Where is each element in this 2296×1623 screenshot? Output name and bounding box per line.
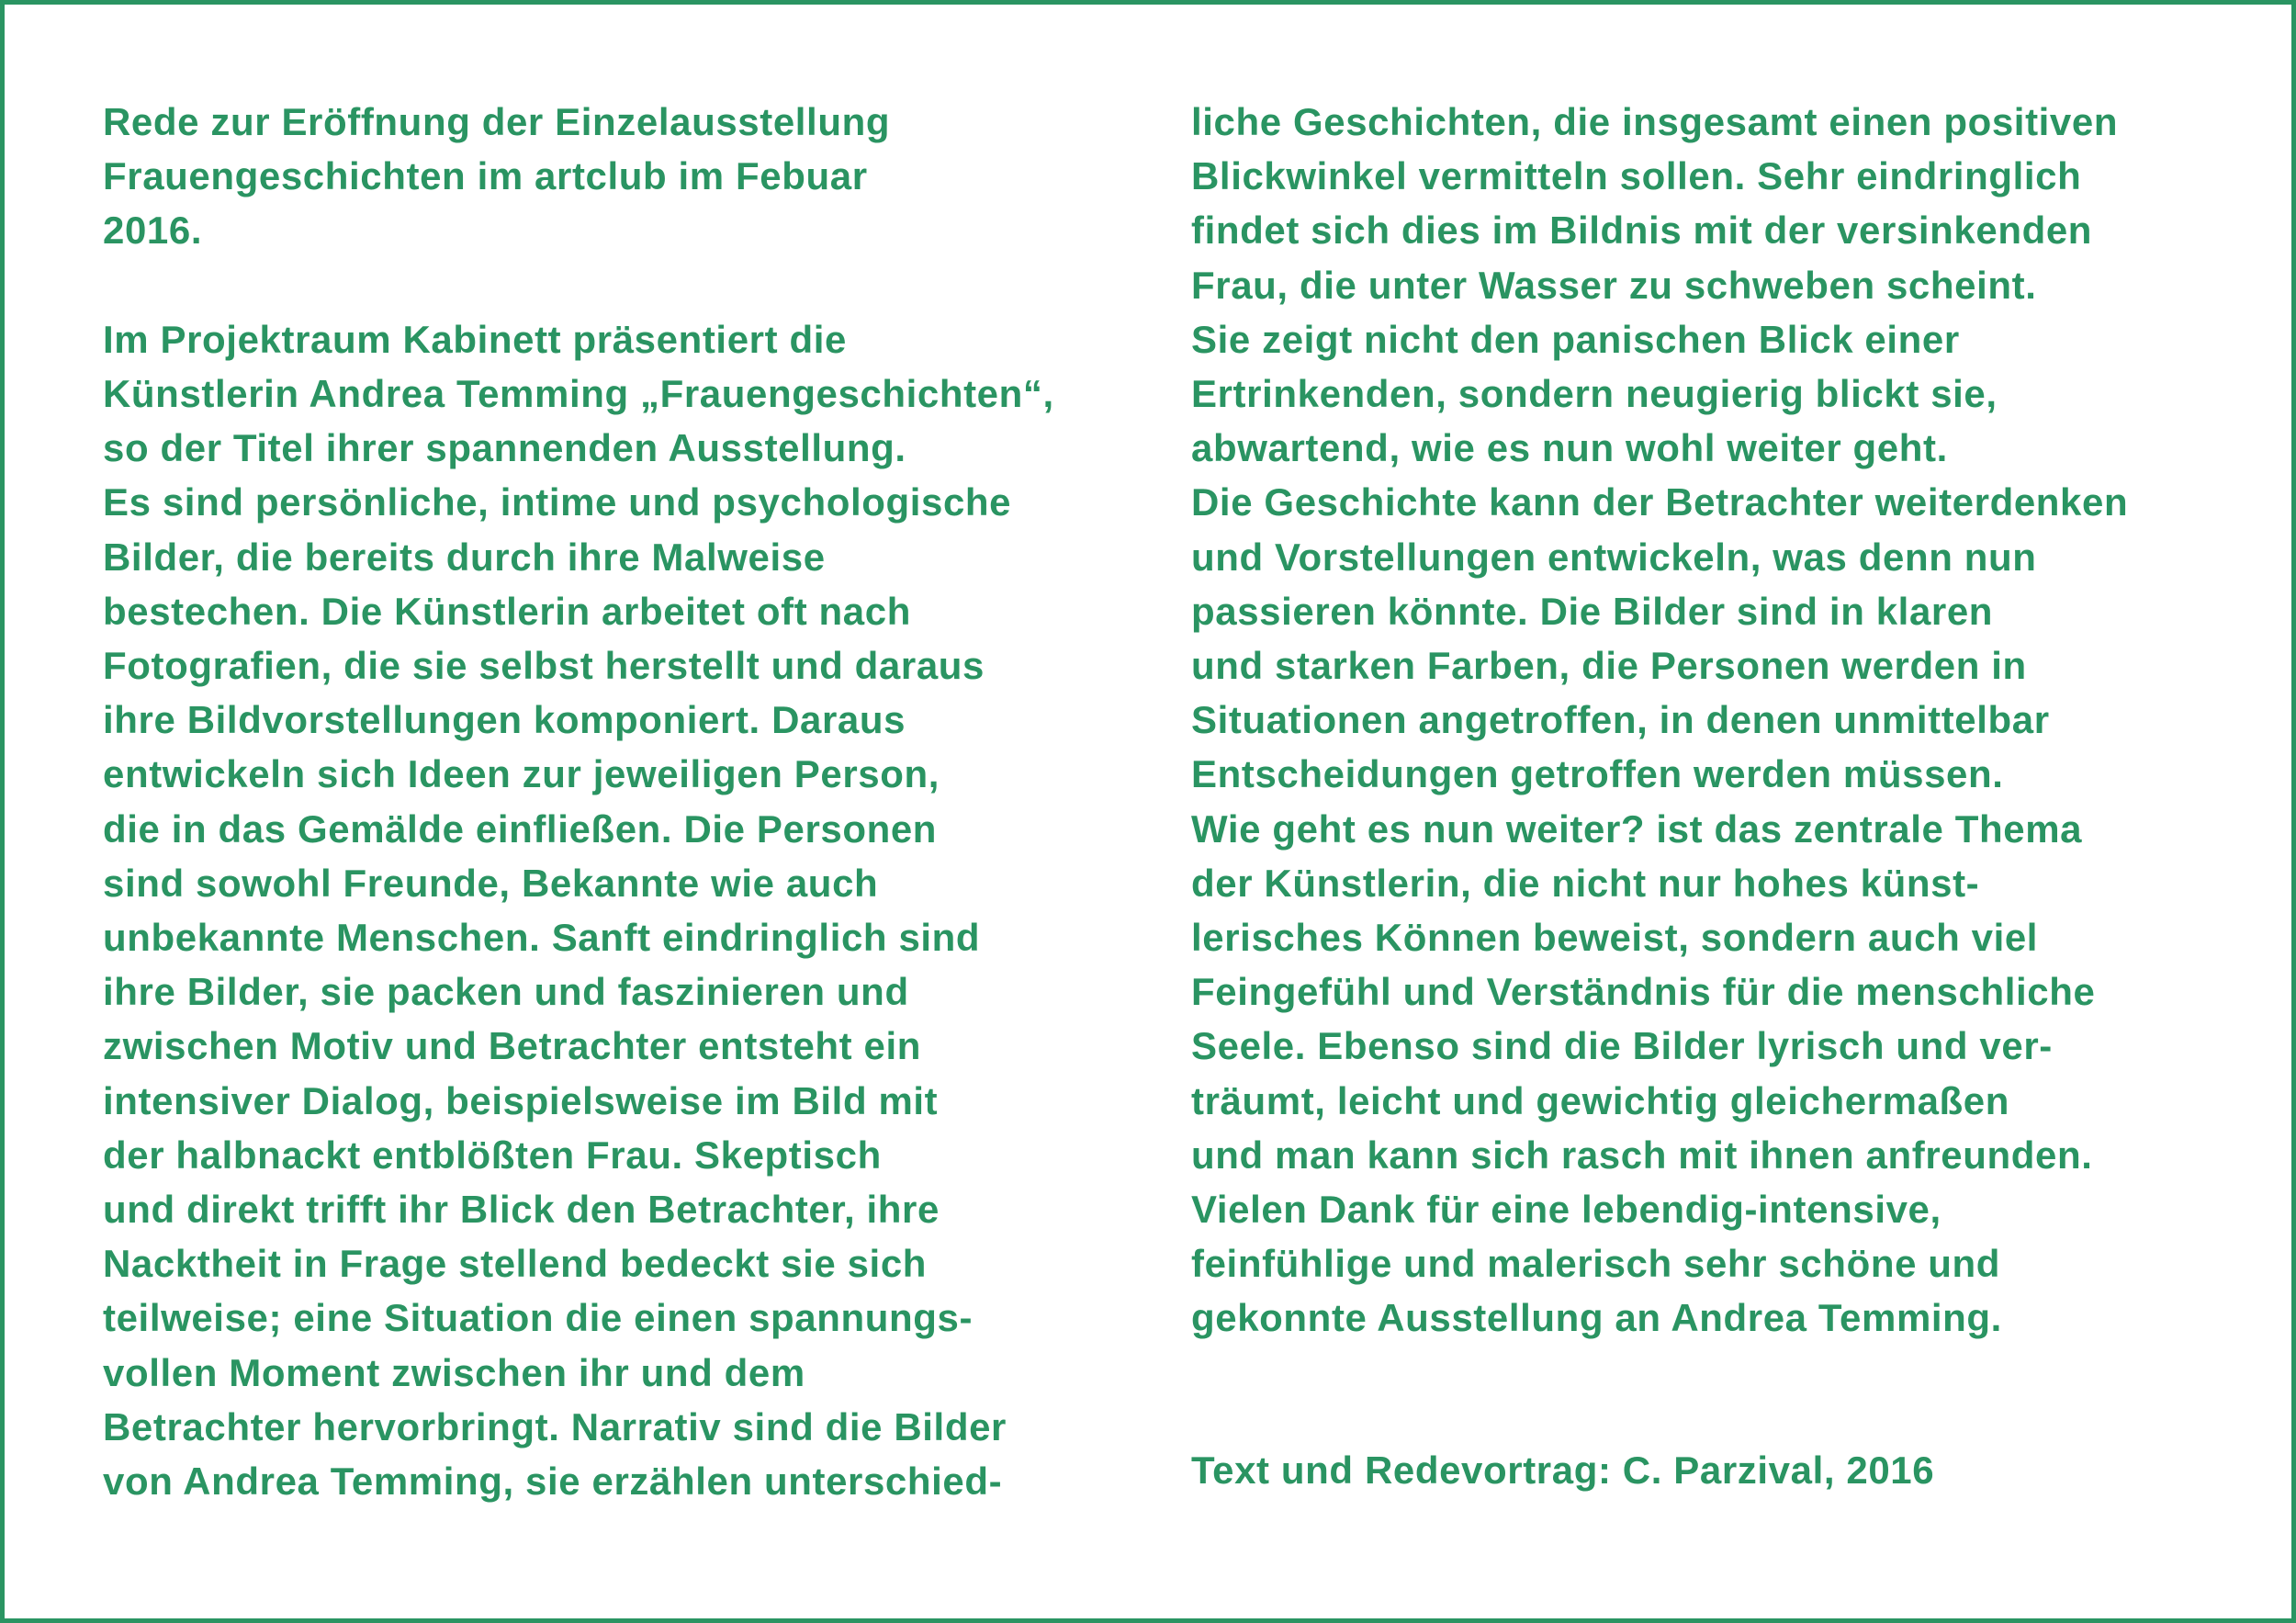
body-line: der halbnackt entblößten Frau. Skeptisch (103, 1133, 882, 1177)
body-line: liche Geschichten, die insgesamt einen positiven (1191, 100, 2119, 143)
body-line: gekonnte Ausstellung an Andrea Temming. (1191, 1296, 2002, 1340)
left-column (103, 95, 1150, 1508)
body-line: lerisches Können beweist, sondern auch viel (1191, 916, 2039, 960)
left-body-text (103, 312, 1150, 1508)
body-line: Betrachter hervorbringt. Narrativ sind die Bilder (103, 1404, 1007, 1448)
body-line: Sie zeigt nicht den panischen Blick einer (1191, 317, 1960, 361)
body-line: Vielen Dank für eine lebendig-intensive, (1191, 1188, 1941, 1232)
body-line: und direkt trifft ihr Blick den Betrachter, ihre (103, 1188, 940, 1232)
body-line: Künstlerin Andrea Temming „Frauengeschichten“, (103, 372, 1054, 415)
body-line: Bilder, die bereits durch ihre Malweise (103, 535, 826, 579)
body-line: feinfühlige und malerisch sehr schöne und (1191, 1242, 2001, 1286)
body-line: Frau, die unter Wasser zu schweben scheint. (1191, 263, 2037, 307)
body-line: entwickeln sich Ideen zur jeweiligen Person, (103, 752, 940, 796)
body-line: abwartend, wie es nun wohl weiter geht. (1191, 426, 1948, 470)
body-line: vollen Moment zwischen ihr und dem (103, 1350, 805, 1394)
paragraph-gap (103, 258, 1150, 312)
body-line: Blickwinkel vermitteln sollen. Sehr eindringlich (1191, 154, 2082, 198)
body-line: träumt, leicht und gewichtig gleichermaßen (1191, 1078, 2009, 1122)
body-line: ihre Bildvorstellungen komponiert. Daraus (103, 698, 906, 742)
title-line: Frauengeschichten im artclub im Febuar (103, 154, 868, 198)
body-line: so der Titel ihrer spannenden Ausstellung. (103, 426, 906, 470)
body-line: Seele. Ebenso sind die Bilder lyrisch und ver- (1191, 1024, 2053, 1068)
body-line: von Andrea Temming, sie erzählen unterschied- (103, 1460, 1003, 1504)
body-line: unbekannte Menschen. Sanft eindringlich sind (103, 916, 981, 960)
body-line: Es sind persönliche, intime und psychologische (103, 480, 1012, 524)
body-line: sind sowohl Freunde, Bekannte wie auch (103, 861, 879, 905)
body-line: Die Geschichte kann der Betrachter weiterdenken (1191, 480, 2129, 524)
body-line: Entscheidungen getroffen werden müssen. (1191, 752, 2004, 796)
body-line: Wie geht es nun weiter? ist das zentrale Thema (1191, 806, 2083, 851)
body-line: Ertrinkenden, sondern neugierig blickt sie, (1191, 372, 1998, 416)
body-line: und man kann sich rasch mit ihnen anfreunden. (1191, 1133, 2093, 1177)
right-column (1191, 95, 2247, 1346)
body-line: Fotografien, die sie selbst herstellt und daraus (103, 644, 985, 688)
body-line: bestechen. Die Künstlerin arbeitet oft nach (103, 589, 911, 633)
body-line: Feingefühl und Verständnis für die menschliche (1191, 970, 2096, 1014)
body-line: intensiver Dialog, beispielsweise im Bild mit (103, 1078, 939, 1122)
right-body-text (1191, 95, 2247, 1346)
body-line: zwischen Motiv und Betrachter entsteht ein (103, 1024, 921, 1068)
body-line: und starken Farben, die Personen werden in (1191, 644, 2027, 688)
body-line: passieren könnte. Die Bilder sind in klaren (1191, 589, 1994, 633)
body-line: ihre Bilder, sie packen und faszinieren und (103, 970, 909, 1014)
body-line: Nacktheit in Frage stellend bedeckt sie sich (103, 1242, 928, 1286)
speech-title (103, 95, 1150, 258)
title-line: 2016. (103, 209, 203, 253)
body-line: der Künstlerin, die nicht nur hohes künst- (1191, 861, 1980, 905)
body-line: und Vorstellungen entwickeln, was denn nun (1191, 535, 2037, 579)
body-line: teilweise; eine Situation die einen spannungs- (103, 1296, 974, 1340)
body-line: Situationen angetroffen, in denen unmittelbar (1191, 698, 2050, 742)
body-line: die in das Gemälde einfließen. Die Personen (103, 806, 938, 851)
author-credit: Text und Redevortrag: C. Parzival, 2016 (1191, 1448, 1935, 1492)
title-line: Rede zur Eröffnung der Einzelausstellung (103, 100, 891, 143)
body-line: Im Projektraum Kabinett präsentiert die (103, 317, 847, 361)
body-line: findet sich dies im Bildnis mit der versinkenden (1191, 209, 2093, 253)
